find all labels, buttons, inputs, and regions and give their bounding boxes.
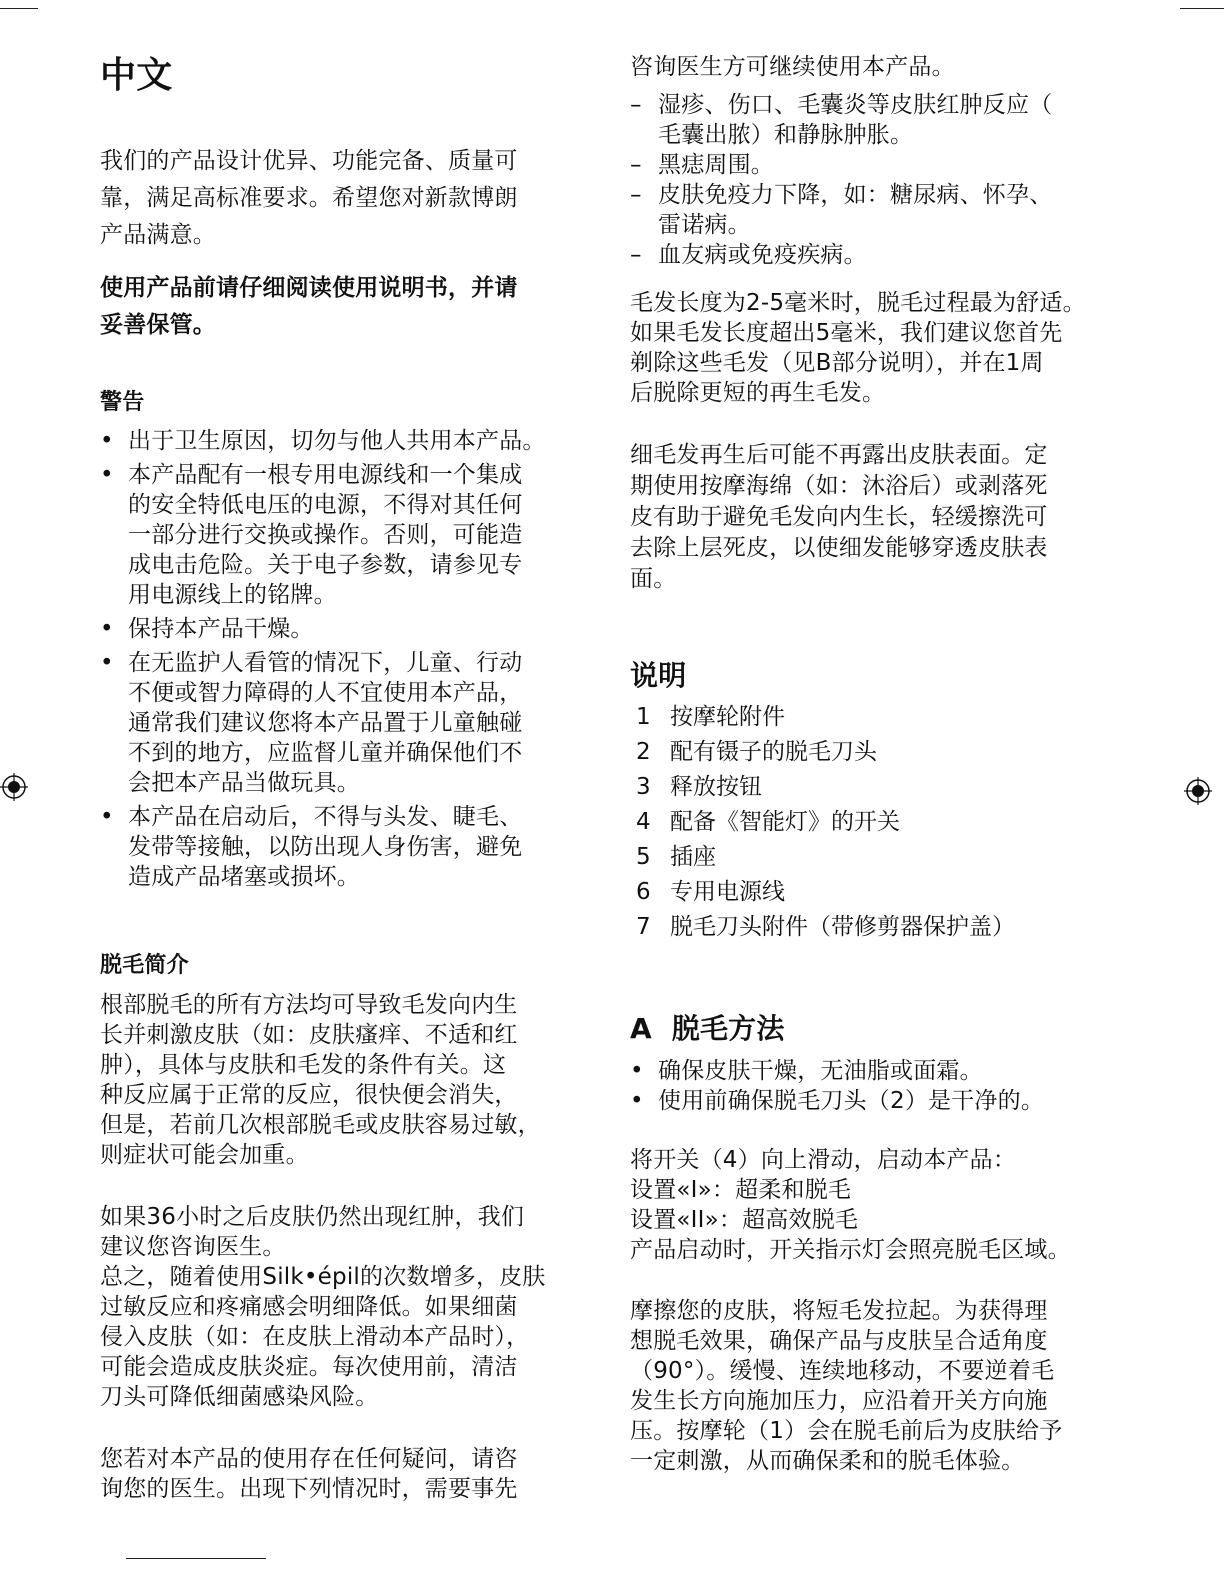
part-number: 3 xyxy=(636,774,651,800)
epilation-intro-heading: 脱毛简介 xyxy=(100,953,189,978)
text-line: 产品启动时，开关指示灯会照亮脱毛区域。 xyxy=(630,1237,1071,1263)
page-title: 中文 xyxy=(100,55,173,96)
part-item xyxy=(630,875,1015,910)
warning-list xyxy=(100,426,546,896)
text-line: 面。 xyxy=(630,566,677,592)
text-line: 一定刺激，从而确保柔和的脱毛体验。 xyxy=(630,1448,1025,1474)
part-label: 配备《智能灯》的开关 xyxy=(670,809,900,835)
text-line: 期使用按摩海绵（如：沐浴后）或剥落死 xyxy=(630,473,1048,499)
preparation-item: • 使用前确保脱毛刀头（2）是干净的。 xyxy=(630,1088,1045,1114)
part-item xyxy=(630,735,1015,770)
text-line: 我们的产品设计优异、功能完备、质量可 xyxy=(100,148,518,174)
bullet-icon: • xyxy=(100,462,114,488)
part-label: 专用电源线 xyxy=(670,879,785,905)
text-line: 压。按摩轮（1）会在脱毛前后为皮肤给予 xyxy=(630,1418,1063,1444)
preparation-list xyxy=(630,1056,1044,1116)
bullet-icon: • xyxy=(100,428,114,454)
warning-item: • 出于卫生原因，切勿与他人共用本产品。 xyxy=(100,428,546,454)
text-line: 则症状可能会加重。 xyxy=(100,1142,309,1168)
part-label: 按摩轮附件 xyxy=(670,704,785,730)
condition-item: – 湿疹、伤口、毛囊炎等皮肤红肿反应（ 毛囊出脓）和静脉肿胀。 xyxy=(630,92,1053,148)
text-line: 总之，随着使用Silk•épil的次数增多，皮肤 xyxy=(100,1264,546,1290)
text-line: 建议您咨询医生。 xyxy=(100,1234,286,1260)
text-line: 刀头可降低细菌感染风险。 xyxy=(100,1384,379,1410)
warning-heading: 警告 xyxy=(100,390,145,415)
text-line: 询您的医生。出现下列情况时，需要事先 xyxy=(100,1476,518,1502)
crop-mark-top-left xyxy=(0,8,38,9)
bullet-icon: • xyxy=(100,616,114,642)
text-line: 想脱毛效果，确保产品与皮肤呈合适角度 xyxy=(630,1328,1048,1354)
part-number: 7 xyxy=(636,914,651,940)
continued-text: 咨询医生方可继续使用本产品。 xyxy=(630,54,955,80)
parts-list xyxy=(630,700,1015,945)
text-line: 可能会造成皮肤炎症。每次使用前，清洁 xyxy=(100,1354,518,1380)
text-line: 长并刺激皮肤（如：皮肤瘙痒、不适和红 xyxy=(100,1022,518,1048)
text-line: 后脱除更短的再生毛发。 xyxy=(630,380,886,406)
text-line: 细毛发再生后可能不再露出皮肤表面。定 xyxy=(630,442,1048,468)
bullet-icon: • xyxy=(630,1088,644,1114)
text-line: 设置«I»：超柔和脱毛 xyxy=(630,1177,852,1203)
part-label: 配有镊子的脱毛刀头 xyxy=(670,739,877,765)
text-line: 产品满意。 xyxy=(100,222,216,248)
part-number: 4 xyxy=(636,809,651,835)
text-line: 靠，满足高标准要求。希望您对新款博朗 xyxy=(100,185,518,211)
text-line: 皮有助于避免毛发向内生长，轻缓擦洗可 xyxy=(630,504,1048,530)
description-heading: 说明 xyxy=(630,659,687,692)
part-label: 脱毛刀头附件（带修剪器保护盖） xyxy=(670,914,1015,940)
registration-mark-right-icon xyxy=(1184,777,1212,805)
text-line: 去除上层死皮，以使细发能够穿透皮肤表 xyxy=(630,535,1048,561)
text-line: 根部脱毛的所有方法均可导致毛发向内生 xyxy=(100,992,518,1018)
text-line: 种反应属于正常的反应，很快便会消失， xyxy=(100,1082,518,1108)
text-line: 毛发长度为2-5毫米时，脱毛过程最为舒适。 xyxy=(630,290,1086,316)
part-number: 6 xyxy=(636,879,651,905)
warning-item: • 本产品配有一根专用电源线和一个集成 的安全特低电压的电源，不得对其任何 一部分进行交换或操作。否则，可能造 成电击危险。关于电子参数，请参见专 用电源线上的铭牌。 xyxy=(100,462,523,608)
condition-item: – 皮肤免疫力下降，如：糖尿病、怀孕、 雷诺病。 xyxy=(630,182,1053,238)
text-line: 您若对本产品的使用存在任何疑问，请咨 xyxy=(100,1446,518,1472)
conditions-list xyxy=(630,90,1052,270)
part-label: 释放按钮 xyxy=(670,774,762,800)
part-number: 2 xyxy=(636,739,651,765)
condition-item: – 血友病或免疫疾病。 xyxy=(630,242,867,268)
dash-icon: – xyxy=(630,92,642,118)
text-line: 过敏反应和疼痛感会明细降低。如果细菌 xyxy=(100,1294,518,1320)
bullet-icon: • xyxy=(100,804,114,830)
warning-item: • 在无监护人看管的情况下，儿童、行动 不便或智力障碍的人不宜使用本产品， 通常我们建议您将本产品置于儿童触碰 不到的地方，应监督儿童并确保他们不 会把本产品当做玩具。 xyxy=(100,650,523,796)
part-item xyxy=(630,700,1015,735)
preparation-item: • 确保皮肤干燥，无油脂或面霜。 xyxy=(630,1058,983,1084)
dash-icon: – xyxy=(630,242,642,268)
text-line: 但是，若前几次根部脱毛或皮肤容易过敏， xyxy=(100,1112,541,1138)
dash-icon: – xyxy=(630,152,642,178)
text-line: 设置«II»：超高效脱毛 xyxy=(630,1207,859,1233)
condition-item: – 黑痣周围。 xyxy=(630,152,774,178)
crop-mark-top-right xyxy=(1180,8,1224,9)
crop-mark-bottom xyxy=(126,1558,266,1559)
dash-icon: – xyxy=(630,182,642,208)
text-line: 妥善保管。 xyxy=(100,312,216,338)
part-item xyxy=(630,805,1015,840)
method-heading: A 脱毛方法 xyxy=(630,1012,785,1045)
part-item xyxy=(630,770,1015,805)
text-line: 发生长方向施加压力，应沿着开关方向施 xyxy=(630,1388,1048,1414)
part-item xyxy=(630,840,1015,875)
bullet-icon: • xyxy=(100,650,114,676)
part-item xyxy=(630,910,1015,945)
text-line: 如果36小时之后皮肤仍然出现红肿，我们 xyxy=(100,1204,525,1230)
warning-item: • 本产品在启动后，不得与头发、睫毛、 发带等接触，以防出现人身伤害，避免 造成产品堵塞或损坏。 xyxy=(100,804,523,890)
warning-item: • 保持本产品干燥。 xyxy=(100,616,314,642)
bullet-icon: • xyxy=(630,1058,644,1084)
registration-mark-left-icon xyxy=(0,773,28,801)
text-line: （90°）。缓慢、连续地移动，不要逆着毛 xyxy=(630,1358,1055,1384)
text-line: 如果毛发长度超出5毫米，我们建议您首先 xyxy=(630,320,1063,346)
text-line: 肿），具体与皮肤和毛发的条件有关。这 xyxy=(100,1052,507,1078)
text-line: 剃除这些毛发（见B部分说明），并在1周 xyxy=(630,350,1044,376)
part-number: 5 xyxy=(636,844,651,870)
text-line: 将开关（4）向上滑动，启动本产品： xyxy=(630,1147,1017,1173)
text-line: 摩擦您的皮肤，将短毛发拉起。为获得理 xyxy=(630,1298,1048,1324)
text-line: 使用产品前请仔细阅读使用说明书，并请 xyxy=(100,275,518,301)
part-label: 插座 xyxy=(670,844,716,870)
part-number: 1 xyxy=(636,704,651,730)
text-line: 侵入皮肤（如：在皮肤上滑动本产品时）， xyxy=(100,1324,530,1350)
